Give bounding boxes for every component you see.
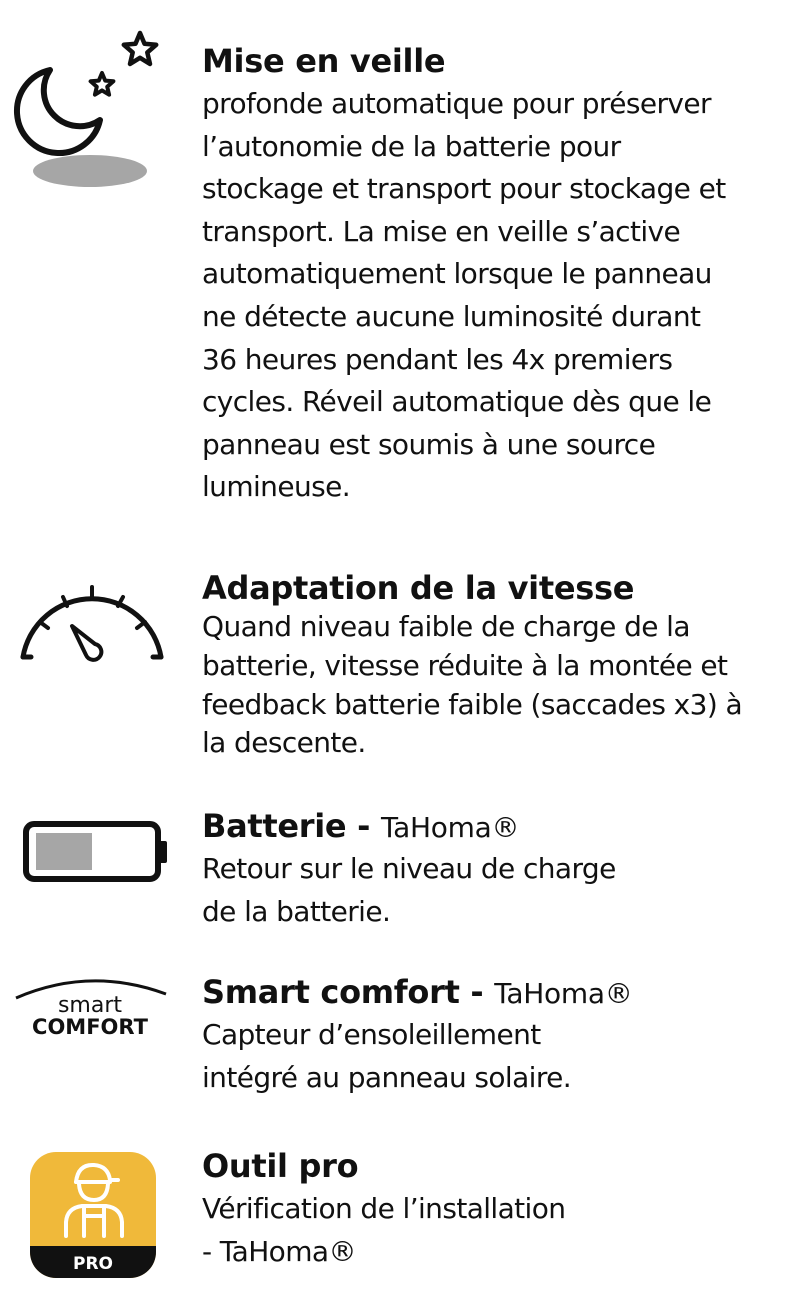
comfort-logo-text: COMFORT	[32, 1015, 148, 1039]
feature-description: Capteur d’ensoleillement intégré au panneau solaire.	[202, 1018, 572, 1094]
feature-title: Adaptation de la vitesse	[202, 569, 635, 607]
feature-title: Smart comfort - TaHoma®	[202, 973, 633, 1011]
feature-description: profonde automatique pour préserver l’autonomie de la batterie pour stockage et transport pour stockage et transport. La mise en veille s’active automatiquement lorsque le panneau ne détecte aucune luminosité durant 36 heures pendant les 4x premiers cycles. Réveil automatique dès que le panneau est soumis à une source lumineuse.	[202, 87, 726, 504]
smart-comfort-logo	[10, 970, 180, 1050]
feature-description: Vérification de l’installation - TaHoma®	[202, 1192, 566, 1268]
battery-icon	[10, 815, 180, 890]
moon-stars-icon	[10, 30, 180, 200]
feature-title: Batterie - TaHoma®	[202, 807, 520, 845]
pro-installer-app-icon	[10, 1150, 180, 1280]
feature-title: Outil pro	[202, 1147, 359, 1185]
pro-badge-text: PRO	[72, 1254, 114, 1274]
speedometer-icon	[10, 570, 180, 670]
feature-description: Quand niveau faible de charge de la batterie, vitesse réduite à la montée et feedback batterie faible (saccades x3) à la descente.	[202, 610, 743, 760]
smart-logo-text: smart	[57, 993, 123, 1018]
feature-description: Retour sur le niveau de charge de la batterie.	[202, 852, 616, 928]
feature-title: Mise en veille	[202, 42, 446, 80]
